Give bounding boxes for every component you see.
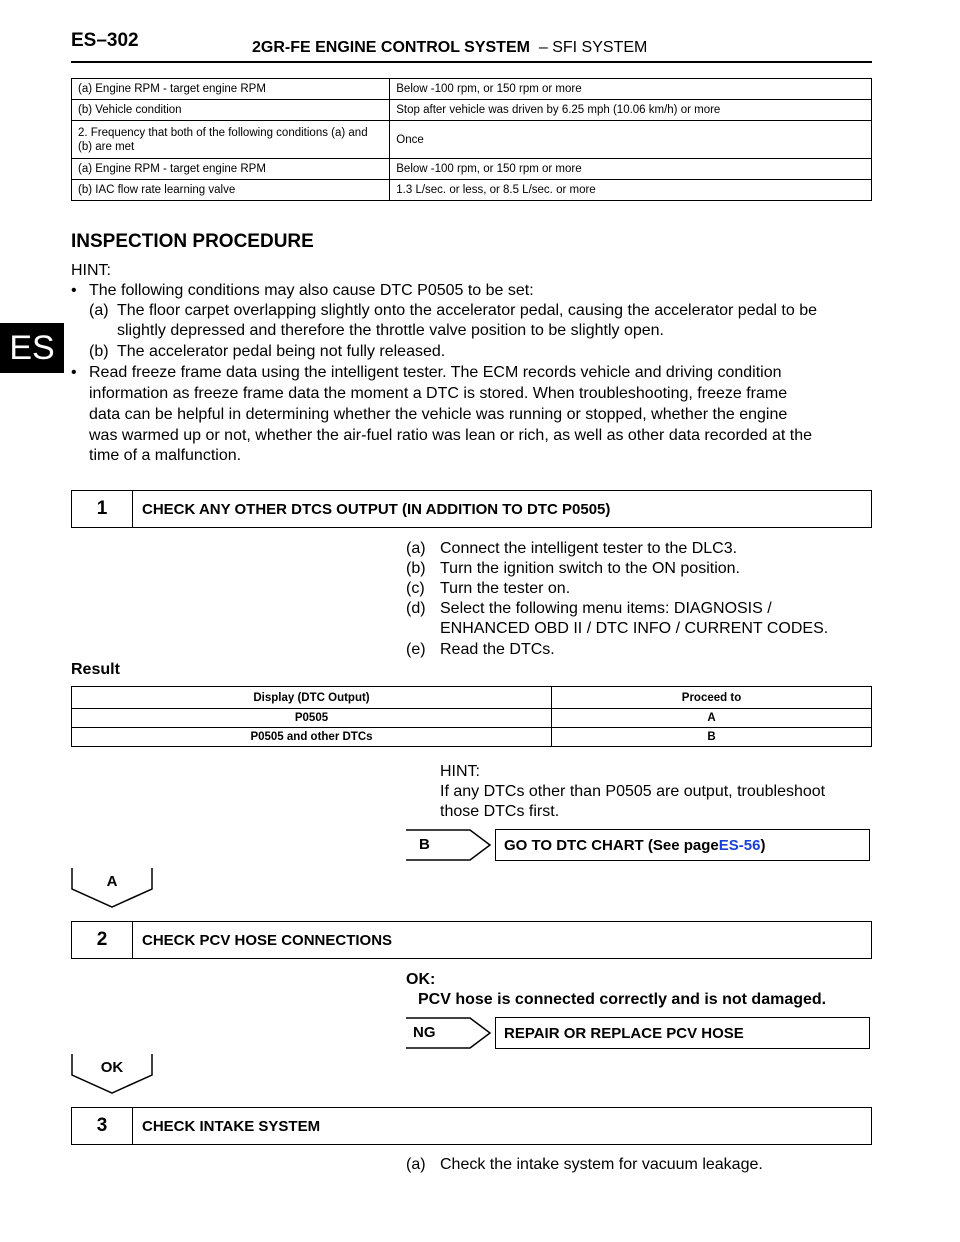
step-3-header: [71, 1107, 872, 1145]
list-marker: (c): [406, 580, 425, 597]
bullet-marker: •: [71, 282, 77, 299]
list-item-text: Turn the tester on.: [440, 580, 571, 597]
list-marker: (a): [89, 302, 109, 319]
table-cell: Below -100 rpm, or 150 rpm or more: [390, 79, 872, 100]
header-title: [252, 39, 647, 57]
table-cell: P0505: [72, 709, 552, 728]
table-header: Proceed to: [552, 687, 872, 709]
bullet-text: The following conditions may also cause DTC P0505 to be set:: [89, 282, 534, 299]
table-cell: (b) IAC flow rate learning valve: [72, 180, 390, 201]
header-subsystem: – SFI SYSTEM: [538, 39, 648, 56]
table-row: [72, 159, 872, 180]
list-item-text: slightly depressed and therefore the throttle valve position to be slightly open.: [117, 322, 664, 339]
action-text: GO TO DTC CHART (See page: [504, 836, 719, 854]
table-cell: Below -100 rpm, or 150 rpm or more: [390, 159, 872, 180]
table-cell: (a) Engine RPM - target engine RPM: [72, 159, 390, 180]
table-cell: (b) Vehicle condition: [72, 100, 390, 121]
hint-text: If any DTCs other than P0505 are output, troubleshoot: [440, 783, 826, 800]
list-marker: (d): [406, 600, 426, 617]
table-cell: 2. Frequency that both of the following conditions (a) and (b) are met: [72, 121, 390, 159]
hint-label: HINT:: [71, 262, 111, 279]
bullet-text: information as freeze frame data the moment a DTC is stored. When troubleshooting, freeze frame: [89, 385, 788, 402]
table-header: Display (DTC Output): [72, 687, 552, 709]
bullet-text: Read freeze frame data using the intelligent tester. The ECM records vehicle and driving condition: [89, 364, 782, 381]
table-cell: A: [552, 709, 872, 728]
list-marker: (b): [89, 343, 109, 360]
branch-label: OK: [100, 1059, 124, 1076]
table-cell: (a) Engine RPM - target engine RPM: [72, 79, 390, 100]
list-marker: (a): [406, 540, 426, 557]
ok-label: OK:: [406, 971, 436, 988]
table-cell: B: [552, 728, 872, 747]
list-item-text: Select the following menu items: DIAGNOSIS /: [440, 600, 772, 617]
table-cell: 1.3 L/sec. or less, or 8.5 L/sec. or more: [390, 180, 872, 201]
table-header-row: [72, 687, 872, 709]
bullet-marker: •: [71, 364, 77, 381]
table-row: [72, 100, 872, 121]
header-system-name: 2GR-FE ENGINE CONTROL SYSTEM: [252, 39, 530, 56]
list-item-text: The accelerator pedal being not fully released.: [117, 343, 446, 360]
condition-table: [71, 78, 872, 201]
list-item-text: The floor carpet overlapping slightly onto the accelerator pedal, causing the accelerator pedal to be: [117, 302, 817, 319]
action-text-close: ): [760, 836, 766, 854]
branch-label: NG: [413, 1024, 436, 1041]
table-row: [72, 121, 872, 159]
branch-label: B: [419, 836, 430, 853]
step-title: CHECK ANY OTHER DTCS OUTPUT (IN ADDITION TO DTC P0505): [142, 500, 611, 518]
action-box: [495, 829, 870, 861]
table-row: [72, 709, 872, 728]
ok-criteria: PCV hose is connected correctly and is not damaged.: [418, 991, 827, 1008]
step-1-header: [71, 490, 872, 528]
list-item-text: Read the DTCs.: [440, 641, 555, 658]
list-item-text: Connect the intelligent tester to the DLC3.: [440, 540, 738, 557]
page-number: ES–302: [71, 30, 139, 51]
section-tab: ES: [0, 323, 64, 373]
list-marker: (a): [406, 1156, 426, 1173]
step-number: 1: [72, 491, 133, 527]
branch-label: A: [106, 873, 118, 890]
section-heading: INSPECTION PROCEDURE: [71, 231, 314, 252]
table-row: [72, 728, 872, 747]
table-cell: P0505 and other DTCs: [72, 728, 552, 747]
table-cell: Once: [390, 121, 872, 159]
step-2-header: [71, 921, 872, 959]
result-table: [71, 686, 872, 747]
table-row: [72, 180, 872, 201]
list-marker: (b): [406, 560, 426, 577]
action-box: REPAIR OR REPLACE PCV HOSE: [495, 1017, 870, 1049]
step-number: 3: [72, 1108, 133, 1144]
bullet-text: data can be helpful in determining whether the vehicle was running or stopped, whether the engine: [89, 406, 788, 423]
step-title: CHECK INTAKE SYSTEM: [142, 1117, 321, 1135]
header-rule: [71, 61, 872, 63]
step-number: 2: [72, 922, 133, 958]
list-item-text: ENHANCED OBD II / DTC INFO / CURRENT CODES.: [440, 620, 829, 637]
step-title: CHECK PCV HOSE CONNECTIONS: [142, 931, 393, 949]
hint-text: those DTCs first.: [440, 803, 560, 820]
table-cell: Stop after vehicle was driven by 6.25 mph (10.06 km/h) or more: [390, 100, 872, 121]
bullet-text: time of a malfunction.: [89, 447, 242, 464]
bullet-text: was warmed up or not, whether the air-fuel ratio was lean or rich, as well as other data recorded at the: [89, 427, 813, 444]
table-row: [72, 79, 872, 100]
list-item-text: Check the intake system for vacuum leakage.: [440, 1156, 763, 1173]
list-item-text: Turn the ignition switch to the ON position.: [440, 560, 740, 577]
page-link[interactable]: ES-56: [718, 836, 761, 854]
hint-label: HINT:: [440, 763, 480, 780]
list-marker: (e): [406, 641, 426, 658]
result-label: Result: [71, 661, 120, 678]
